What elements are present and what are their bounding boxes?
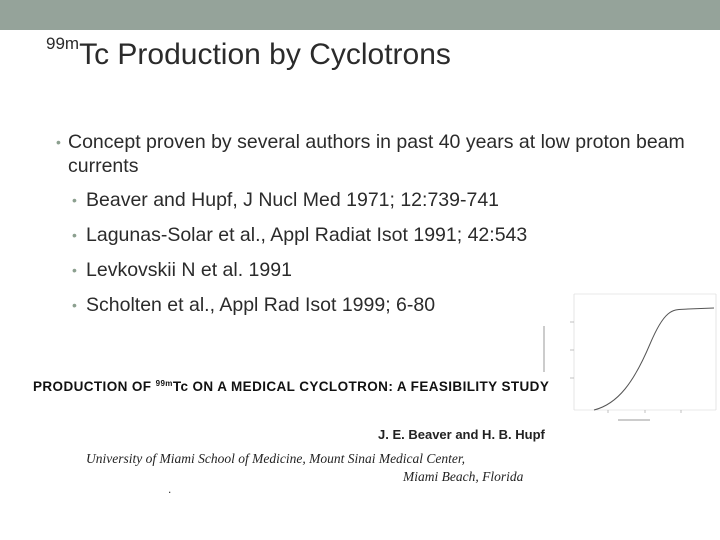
sub-bullet-2 bbox=[58, 223, 696, 247]
paper-title-part2: Tc ON A MEDICAL CYCLOTRON: A FEASIBILITY STUDY bbox=[172, 379, 550, 394]
bullet-dot-icon: • bbox=[72, 262, 77, 278]
title-superscript: 99m bbox=[46, 34, 80, 53]
main-bullet bbox=[56, 130, 696, 178]
title-text: Tc Production by Cyclotrons bbox=[79, 38, 451, 71]
sub-bullet-text: Scholten et al., Appl Rad Isot 1999; 6-80 bbox=[86, 294, 436, 316]
sub-bullet-text: Beaver and Hupf, J Nucl Med 1971; 12:739-741 bbox=[86, 189, 500, 211]
sub-bullet-text: Lagunas-Solar et al., Appl Radiat Isot 1991; 42:543 bbox=[86, 224, 528, 246]
bullet-dot-icon: • bbox=[72, 227, 77, 243]
bullet-dot-icon: • bbox=[72, 297, 77, 313]
bullet-dot-icon: • bbox=[72, 192, 77, 208]
yield-curve-graph-image bbox=[538, 292, 718, 426]
top-accent-bar bbox=[0, 0, 720, 30]
paper-affiliation-line1: University of Miami School of Medicine, Mount Sinai Medical Center, bbox=[86, 451, 466, 466]
scan-speck: . bbox=[168, 482, 172, 496]
main-bullet-text: Concept proven by several authors in past 40 years at low proton beam currents bbox=[68, 131, 685, 177]
paper-authors: J. E. Beaver and H. B. Hupf bbox=[378, 427, 545, 442]
sub-bullet-text: Levkovskii N et al. 1991 bbox=[86, 259, 292, 281]
paper-title-superscript: 99m bbox=[155, 379, 173, 388]
paper-affiliation-line2: Miami Beach, Florida bbox=[403, 469, 524, 484]
paper-title bbox=[33, 379, 549, 394]
bullet-dot-icon: • bbox=[56, 134, 61, 150]
sub-bullet-1 bbox=[58, 188, 696, 212]
sub-bullet-3 bbox=[58, 258, 696, 282]
slide-title bbox=[46, 34, 451, 72]
paper-title-part1: PRODUCTION OF bbox=[33, 379, 156, 394]
